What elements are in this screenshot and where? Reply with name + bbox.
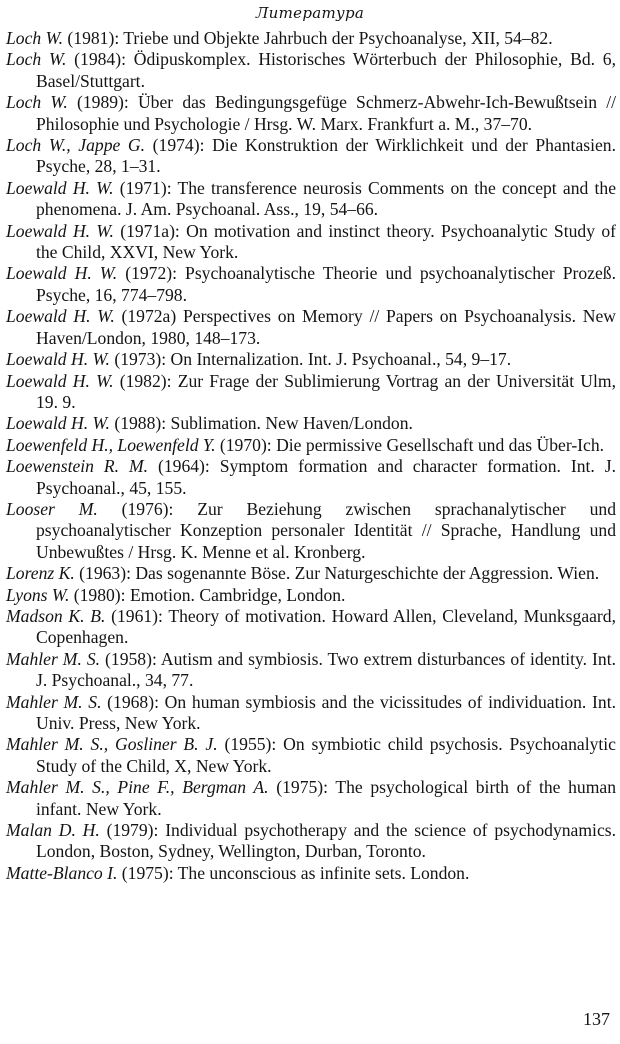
entry-author: Loewald H. W.	[6, 220, 114, 241]
bibliography-entry	[6, 49, 616, 92]
bibliography-entry	[6, 863, 616, 884]
entry-author: Loch W.	[6, 92, 68, 113]
entry-citation: (1974): Die Konstruktion der Wirklichkeit und der Phantasien. Psyche, 28, 1–31.	[36, 135, 616, 177]
bibliography-entry	[6, 563, 616, 584]
entry-author: Malan D. H.	[6, 820, 100, 841]
entry-author: Matte-Blanco I.	[6, 862, 118, 883]
entry-author: Loewenstein R. M.	[6, 456, 149, 477]
entry-author: Loch W.	[6, 49, 67, 70]
entry-citation: (1989): Über das Bedingungsgefüge Schmerz-Abwehr-Ich-Bewußtsein // Philosophie und Psychologie / Hrsg. W. Marx. Frankfurt a. M., 37–70.	[36, 92, 616, 134]
entry-author: Mahler M. S.	[6, 691, 102, 712]
bibliography-entry	[6, 135, 616, 178]
bibliography-entry	[6, 606, 616, 649]
entry-author: Loewald H. W.	[6, 177, 114, 198]
bibliography-entry	[6, 306, 616, 349]
running-title: Литература	[255, 4, 365, 22]
entry-citation: (1963): Das sogenannte Böse. Zur Naturgeschichte der Aggression. Wien.	[74, 563, 600, 584]
entry-author: Loewald H. W.	[6, 306, 115, 327]
entry-citation: (1973): On Internalization. Int. J. Psychoanal., 54, 9–17.	[109, 349, 512, 370]
bibliography-entry	[6, 349, 616, 370]
entry-citation: (1984): Ödipuskomplex. Historisches Wörterbuch der Philosophie, Bd. 6, Basel/Stuttgart.	[36, 49, 616, 91]
bibliography-entry	[6, 456, 616, 499]
bibliography-entry	[6, 820, 616, 863]
bibliography-entry	[6, 263, 616, 306]
bibliography-entry	[6, 499, 616, 563]
bibliography-entry	[6, 413, 616, 434]
entry-citation: (1975): The unconscious as infinite sets. London.	[117, 862, 470, 883]
entry-citation: (1972a) Perspectives on Memory // Papers on Psychoanalysis. New Haven/London, 1980, 148–173.	[36, 306, 616, 348]
bibliography-entry	[6, 221, 616, 264]
entry-author: Loch W.	[6, 28, 64, 48]
entry-citation: (1970): Die permissive Gesellschaft und das Über-Ich.	[215, 434, 605, 455]
entry-citation: (1971a): On motivation and instinct theory. Psychoanalytic Study of the Child, XXVI, New York.	[36, 220, 616, 263]
bibliography-entry	[6, 92, 616, 135]
entry-citation: (1980): Emotion. Cambridge, London.	[69, 584, 346, 605]
entry-citation: (1975): The psychological birth of the human infant. New York.	[36, 777, 616, 819]
bibliography-list	[6, 28, 616, 884]
page-number: 137	[583, 1009, 610, 1029]
entry-citation: (1988): Sublimation. New Haven/London.	[109, 413, 413, 434]
entry-citation: (1955): On symbiotic child psychosis. Psychoanalytic Study of the Child, X, New York.	[36, 734, 616, 776]
entry-author: Loewald H. W.	[6, 263, 118, 284]
entry-author: Madson K. B.	[6, 605, 106, 626]
entry-citation: (1964): Symptom formation and character formation. Int. J. Psychoanal., 45, 155.	[36, 456, 616, 498]
bibliography-entry	[6, 435, 616, 456]
entry-author: Looser M.	[6, 498, 98, 519]
entry-citation: (1981): Triebe und Objekte Jahrbuch der Psychoanalyse, XII, 54–82.	[63, 28, 553, 48]
entry-author: Loewald H. W.	[6, 370, 114, 391]
bibliography-entry	[6, 777, 616, 820]
entry-author: Lorenz K.	[6, 563, 75, 584]
bibliography-entry	[6, 692, 616, 735]
entry-citation: (1961): Theory of motivation. Howard Allen, Cleveland, Munksgaard, Copenhagen.	[36, 605, 616, 648]
entry-author: Loewald H. W.	[6, 413, 110, 434]
entry-citation: (1979): Individual psychotherapy and the science of psychodynamics. London, Boston, Sydney, Wellington, Durban, Toronto.	[36, 820, 616, 862]
bibliography-entry	[6, 28, 616, 49]
entry-author: Loewenfeld H., Loewenfeld Y.	[6, 434, 216, 455]
bibliography-entry	[6, 371, 616, 414]
bibliography-entry	[6, 649, 616, 692]
bibliography-entry	[6, 734, 616, 777]
entry-citation: (1971): The transference neurosis Comments on the concept and the phenomena. J. Am. Psychoanal. Ass., 19, 54–66.	[36, 177, 616, 220]
entry-author: Lyons W.	[6, 584, 70, 605]
entry-citation: (1976): Zur Beziehung zwischen sprachanalytischer und psychoanalytischer Konzeption personaler Identität // Sprache, Handlung und Unbewußtes / Hrsg. K. Menne et al. Kronberg.	[36, 498, 616, 562]
entry-citation: (1968): On human symbiosis and the vicissitudes of individuation. Int. Univ. Press, New York.	[36, 691, 616, 733]
entry-author: Loch W., Jappe G.	[6, 135, 146, 156]
entry-citation: (1982): Zur Frage der Sublimierung Vortrag an der Universität Ulm, 19. 9.	[36, 370, 616, 412]
entry-author: Loewald H. W.	[6, 349, 110, 370]
entry-author: Mahler M. S.	[6, 648, 101, 669]
bibliography-entry	[6, 178, 616, 221]
bibliography-entry	[6, 585, 616, 606]
entry-citation: (1958): Autism and symbiosis. Two extrem disturbances of identity. Int. J. Psychoanal., 34, 77.	[36, 648, 616, 691]
entry-author: Mahler M. S., Pine F., Bergman A.	[6, 777, 269, 798]
entry-citation: (1972): Psychoanalytische Theorie und psychoanalytischer Prozeß. Psyche, 16, 774–798.	[36, 263, 616, 305]
entry-author: Mahler M. S., Gosliner B. J.	[6, 734, 218, 755]
